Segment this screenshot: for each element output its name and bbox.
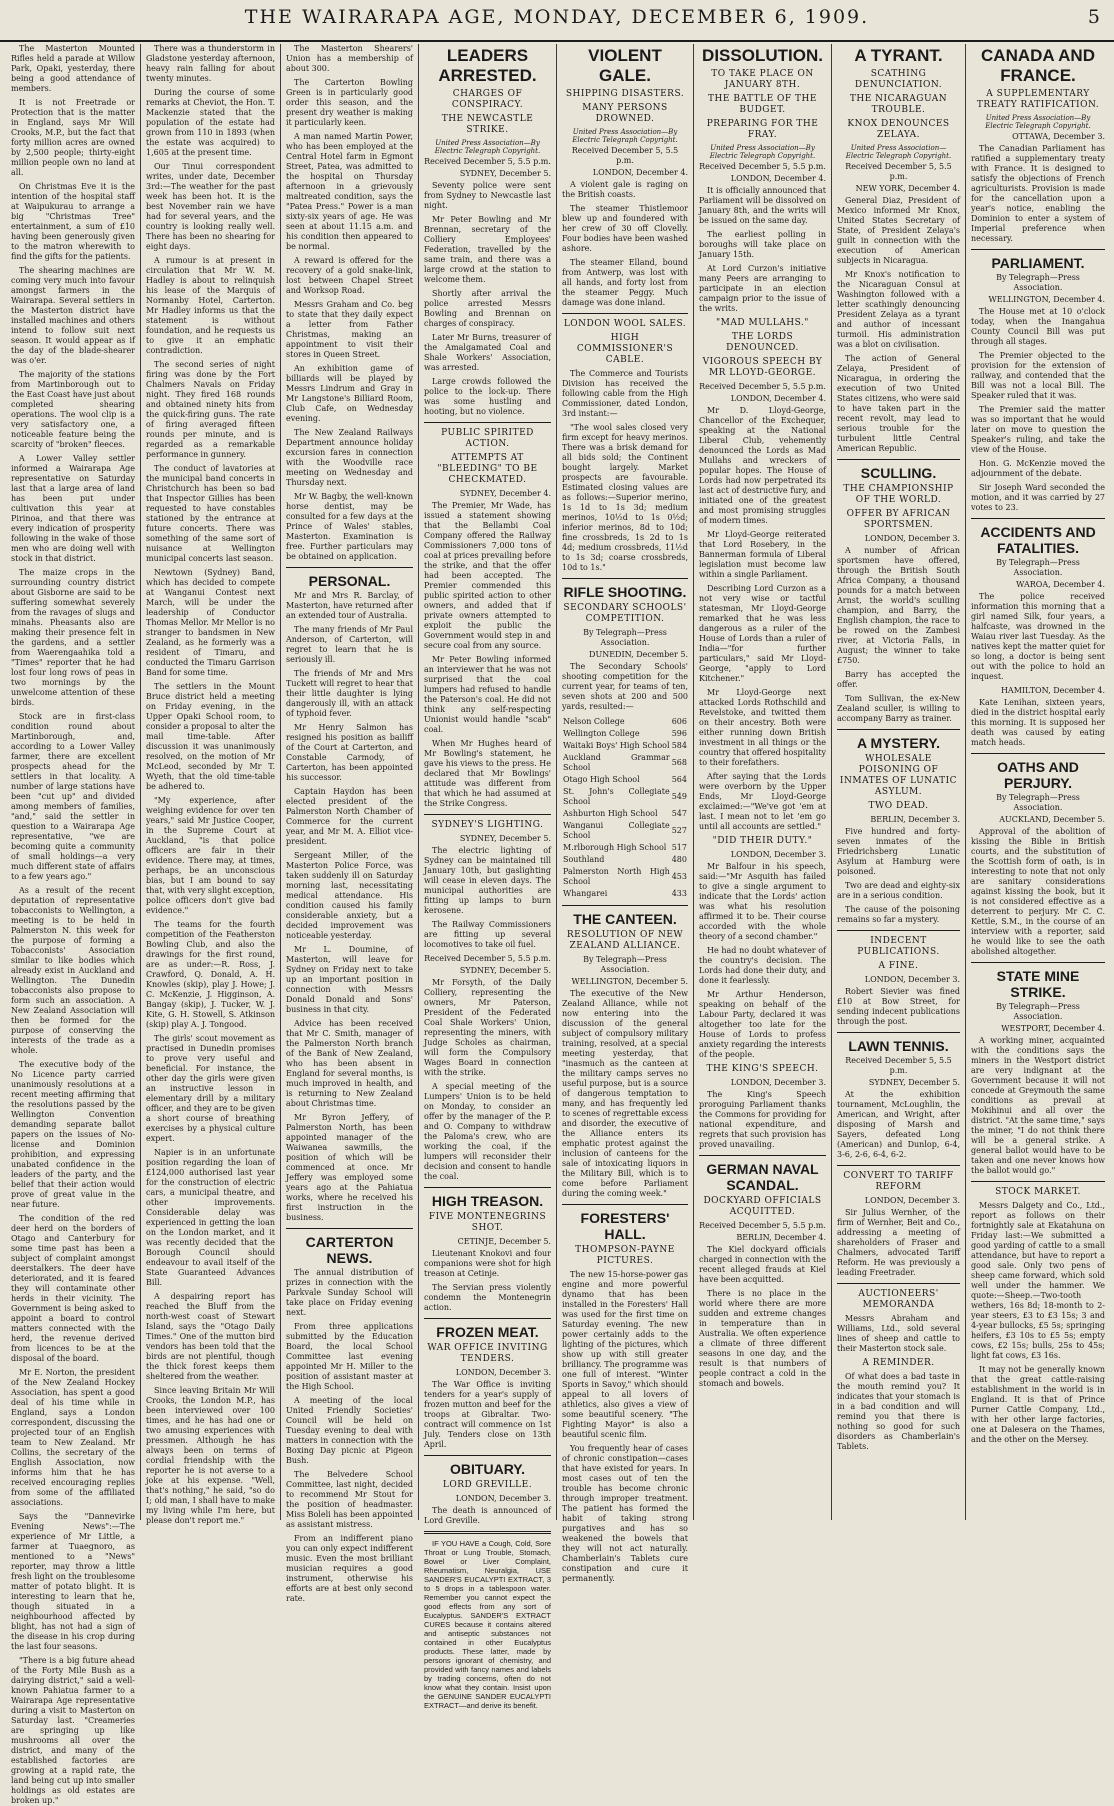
paragraph: You frequently hear of cases of chronic constipation—cases that have existed for years. In most cases out of ten the trouble has become chronic through improper treatment. The patient has formed the habit of taking strong purgatives and has so weakened the bowels that they will not act naturally. Chamberlain's Tablets cure constipation and cure it permanently. <box>562 1444 688 1583</box>
score: 564 <box>671 775 687 784</box>
school-name: St. John's Collegiate School <box>563 787 670 806</box>
advertisement: IF YOU HAVE a Cough, Cold, Sore Throat or Lung Trouble, Stomach, Bowel or Liver Complaint, Rheumatism, Neuralgia, USE SANDER'S EUCALYPTI EXTRACT, 3 to 5 drops in a tablespoon water. Remember you cannot expect the good effects from any sort of Eucalyptus. SANDER'S EXTRACT CURES because it contains altered and antiseptic substances not contained in other Eucalyptus products. These latter, made by persons ignorant of chemistry, and provided with fancy names and labels by trading concerns, often do not know what they contain. Insist upon the GENUINE SANDER EUCALYPTI EXTRACT—and derive its benefit. <box>424 1539 551 1710</box>
subheading: THE LORDS DENOUNCED. <box>726 332 799 353</box>
divider <box>971 753 1105 754</box>
divider <box>424 1187 551 1188</box>
dateline: BERLIN, December 3. <box>870 815 960 824</box>
paragraph: "The wool sales closed very firm except for heavy merinos. There was a brisk demand for all bids sold; the Continent bought largely. Market prospects are favourable. Estimated closing values are as follows:—Superior merino, 1s 1d to 1s 3d; medium merinos, 10½d to 1s 0½d; inferior merinos, 8d to 10d; fine crossbreds, 1s 2d to 1s 4d; medium crossbreds, 11½d to 1s 3d; coarse crossbreds, 10d to 1s." <box>562 423 688 572</box>
paragraph: There is no place in the world where there are more sudden and extreme changes in temperature than in Australia. We often experience a climate of three different seasons in one day, and the result is that numbers of people contract a cold in the stomach and bowels. <box>699 1289 826 1388</box>
subheading: THE NEWCASTLE STRIKE. <box>441 114 534 135</box>
section-heading-carterton: CARTERTON NEWS. <box>305 1234 394 1266</box>
page-number: 5 <box>1087 6 1100 28</box>
score: 527 <box>671 826 687 835</box>
subheading: THE CHAMPIONSHIP OF THE WORLD. <box>843 484 954 505</box>
subheading: WAR OFFICE INVITING TENDERS. <box>427 1343 548 1364</box>
received-line: Received December 5, 5.5 p.m. <box>699 1221 826 1230</box>
paragraph: Hon. G. McKenzie moved the adjournment of the debate. <box>971 459 1105 478</box>
paragraph: The Kiel dockyard officials charged in connection with the recent alleged frauds at Kiel have been acquitted. <box>699 1245 826 1284</box>
score: 596 <box>671 729 687 738</box>
paragraph: When Mr Hughes heard of Mr Bowling's statement, he gave his views to the press. He declared that Mr Bowlings' attitude was different from that which he had assumed at the Strike Congress. <box>424 739 551 808</box>
paragraph: Seventy police were sent from Sydney to Newcastle last night. <box>424 181 551 210</box>
paragraph: Messrs Graham and Co. beg to state that they daily expect a letter from Father Christmas, making an appointment to visit their stores in Queen Street. <box>286 300 413 359</box>
paragraph: The Carterton Bowling Green is in particularly good order this season, and the present dry weather is making it particularly keen. <box>286 78 413 127</box>
dateline: LONDON, December 3. <box>730 1078 826 1087</box>
agency-line: By Telegraph—Press Association. <box>996 273 1080 292</box>
paragraph: Large crowds followed the police to the lock-up. There was some hustling and hooting, but no violence. <box>424 377 551 416</box>
agency-line: By Telegraph—Press Association. <box>583 955 667 974</box>
received-line: Received December 5, 5.5 p.m. <box>571 146 679 165</box>
column-7 <box>831 44 965 1520</box>
subheading: "DID THEIR DUTY." <box>712 836 813 846</box>
dateline: HAMILTON, December 4. <box>1000 686 1105 695</box>
paragraph: Sir Joseph Ward seconded the motion, and it was carried by 27 votes to 23. <box>971 483 1105 512</box>
paragraph: Mr and Mrs R. Barclay, of Masterton, have returned after an extended tour of Australia. <box>286 591 413 620</box>
paragraph: It is not Freetrade or Protection that is the matter in England, says Mr Will Crooks, M.P., but the fact that forty million acres are owned by 2,500 people; thirty-eight million people own no land at all. <box>11 98 135 177</box>
paragraph: The Secondary Schools' shooting competition for the current year, for teams of ten, seven shots at 200 and 500 yards, resulted:— <box>562 662 688 711</box>
subheading: WHOLESALE POISONING OF INMATES OF LUNATIC ASYLUM. <box>839 754 958 797</box>
dateline: SYDNEY, December 5. <box>459 169 551 178</box>
divider <box>424 1455 551 1456</box>
received-line: Received December 5, 5.5 p.m. <box>845 162 952 181</box>
headline-foresters-hall: FORESTERS' HALL. <box>580 1210 670 1242</box>
subheading: SHIPPING DISASTERS. <box>565 89 685 99</box>
headline-german-naval-scandal: GERMAN NAVAL SCANDAL. <box>706 1161 819 1193</box>
copyright-line: United Press Association—Electric Telegraph Copyright. <box>845 144 952 160</box>
table-row <box>562 888 688 900</box>
paragraph: The Premier said the matter was so important that he would later on move to question the Speaker's ruling, and take the view of the House. <box>971 405 1105 454</box>
school-name: Waitaki Boys' High School <box>563 741 670 750</box>
headline-a-mystery: A MYSTERY. <box>857 735 940 751</box>
dateline: LONDON, December 3. <box>864 1196 960 1205</box>
headline-parliament: PARLIAMENT. <box>991 255 1085 271</box>
dateline: LONDON, December 4. <box>730 174 826 183</box>
paragraph: Mr Lloyd-George next attacked Lords Rothschild and Revelstoke, and twitted them on their ancestry. Both were either running down British investment in all things or the country that offered hospitality to their forefathers. <box>699 688 826 767</box>
score: 568 <box>671 758 687 767</box>
received-line: Received December 5, 5.5 p.m. <box>699 382 826 391</box>
divider <box>424 1318 551 1319</box>
dateline: LONDON, December 3. <box>864 534 960 543</box>
headline-lawn-tennis: LAWN TENNIS. <box>848 1038 949 1054</box>
paragraph: He had no doubt whatever of the country's decision. The Lords had done their duty, and done it fearlessly. <box>699 946 826 985</box>
dateline: DUNEDIN, December 5. <box>589 650 688 659</box>
score: 480 <box>671 855 687 864</box>
score: 453 <box>671 872 687 881</box>
paragraph: Sir Julius Wernher, of the firm of Wernher, Beit and Co., addressing a meeting of shareholders of Fraser and Chalmers, advocated Tariff Reform. He was previously a leading Freetrader. <box>837 1208 960 1277</box>
subheading: PREPARING FOR THE FRAY. <box>706 119 819 140</box>
headline-leaders-arrested: LEADERS ARRESTED. <box>438 46 537 85</box>
received-line: Received December 5, 5.5 p.m. <box>424 954 551 963</box>
paragraph: After saying that the Lords were overborn by the Upper Ends, Mr Lloyd-George exclaimed:—"We've got 'em at last. I mean not to let 'em go until all accounts are settled." <box>699 772 826 831</box>
headline-rifle-shooting: RIFLE SHOOTING. <box>563 584 687 600</box>
paragraph: As a result of the recent deputation of representative tobacconists to Wellington, a meeting is to be held in Palmerston N. this week for the purpose of forming a Tobacconists' Association similar to like bodies which already exist in Auckland and Wellington. The Dunedin tobacconists also propose to form such an association. A New Zealand Association will then be formed for the purpose of conserving the interests of the trade as a whole. <box>11 886 135 1055</box>
column-4 <box>418 44 556 1710</box>
paragraph: The many friends of Mr Paul Anderson, of Carterton, will regret to learn that he is seriously ill. <box>286 625 413 664</box>
score: 549 <box>671 792 687 801</box>
paragraph: There was a thunderstorm in Gladstone yesterday afternoon, heavy rain falling for about twenty minutes. <box>146 44 275 83</box>
paragraph: Captain Haydon has been elected president of the Palmerston North Chamber of Commerce for the current year, and Mr M. A. Elliot vice-president. <box>286 787 413 846</box>
school-name: Otago High School <box>563 775 640 784</box>
paragraph: Mr Arthur Henderson, speaking on behalf of the Labour Party, declared it was altogether too late for the House of Lords to profess anxiety regarding the interests of the people. <box>699 990 826 1059</box>
subheading: OFFER BY AFRICAN SPORTSMEN. <box>846 509 951 530</box>
subheading: THE BATTLE OF THE BUDGET. <box>708 94 817 115</box>
paragraph: The shearing machines are coming very much into favour amongst farmers in the Wairarapa. Several settlers in the Masterton district have installed machines and others intend to follow suit next season. It would appear as if the day of the blade-shearer was o'er. <box>11 266 135 365</box>
table-row <box>562 854 688 866</box>
headline-sculling: SCULLING. <box>860 465 937 481</box>
paragraph: Mr Peter Bowling and Mr Brennan, secretary of the Colliery Employees' Federation, travelled by the same train, and there was a large crowd at the station to welcome them. <box>424 215 551 284</box>
paragraph: From an indifferent piano you can only expect indifferent music. Even the most brilliant musician requires a good instrument, otherwise his efforts are at best only second rate. <box>286 1534 413 1603</box>
paragraph: The annual distribution of prizes in connection with the Parkvale Sunday School will take place on Friday evening next. <box>286 1268 413 1317</box>
paragraph: Mr Peter Bowling informed an interviewer that he was not surprised that the coal lumpers had refused to handle the Paterson's coal. He did not think any self-respecting Unionist would handle "scab" coal. <box>424 655 551 734</box>
school-name: Auckland Grammar School <box>563 753 670 772</box>
divider <box>562 578 688 579</box>
dateline: LONDON, December 4. <box>592 168 688 177</box>
subheading: RESOLUTION OF NEW ZEALAND ALLIANCE. <box>566 930 684 951</box>
divider <box>837 729 960 730</box>
divider <box>971 518 1105 519</box>
paragraph: Approval of the abolition of kissing the Bible in British courts, and the substitution of the Scottish form of oath, is in interesting to note that not only are sanitary considerations against kissing the book, but it is not considered effective as a deterrent to perjury. Mr C. C. Kettle, S.M., in the course of an interview with a reporter, said he would like to see the oath abolished altogether. <box>971 827 1105 956</box>
school-name: Palmerston North High School <box>563 867 670 886</box>
paragraph: Later Mr Burns, treasurer of the Amalgamated Coal and Shale Workers' Association, was arrested. <box>424 333 551 372</box>
paragraph: Mr Lloyd-George reiterated that Lord Rosebery, in the Bannerman formula of Liberal legislation must become law within a single Parliament. <box>699 530 826 579</box>
paragraph: Mr Henry Salmon has resigned his position as bailiff of the Court at Carterton, and Constable Carmody, of Carterton, has been appointed his successor. <box>286 723 413 782</box>
table-row <box>562 740 688 752</box>
paragraph: The steamer Elland, bound from Antwerp, was lost with all hands, and forty lost from the steamer Peggy. Much damage was done inland. <box>562 258 688 307</box>
column-1 <box>6 44 140 1805</box>
paragraph: The Masterton Mounted Rifles held a parade at Willow Park, Opaki, yesterday, there being a good attendance of members. <box>11 44 135 93</box>
score: 606 <box>671 717 687 726</box>
table-row <box>562 716 688 728</box>
subheading: THE KING'S SPEECH. <box>706 1064 819 1074</box>
dateline: LONDON, December 4. <box>730 394 826 403</box>
paragraph: Mr Balfour in his speech, said:—"Mr Asquith has failed to give a single argument to indicate that the Lords' action was what his resolution affirmed it to be. Their course accorded with the whole theory of a second chamber." <box>699 862 826 941</box>
dateline: AUCKLAND, December 5. <box>999 815 1105 824</box>
divider <box>971 962 1105 963</box>
subheading: TWO DEAD. <box>868 801 929 811</box>
paragraph: It may not be generally known that the great cattle-raising establishment in the world is in England. It is that of Prince Purner Cattle Company, Ltd., with her other large factories, one at Dalesera on the Thames, and the other on the Mersey. <box>971 1365 1105 1444</box>
paragraph: Lieutenant Knokovi and four companions were shot for high treason at Cetinje. <box>424 1249 551 1278</box>
paragraph: The Canadian Parliament has ratified a supplementary treaty with France. It is designed to satisfy the objections of French agriculturists. Provision is made for the cancellation upon a year's notice, enabling the Dominion to enter a system of Imperial preference when necessary. <box>971 144 1105 243</box>
paragraph: Tom Sullivan, the ex-New Zealand sculler, is willing to accompany Barry as trainer. <box>837 694 960 723</box>
divider <box>286 567 413 568</box>
paragraph: Messrs Abraham and Williams, Ltd., sold several lines of sheep and cattle to their Masterton stock sale. <box>837 1314 960 1353</box>
paragraph: "My experience, after weighing evidence for over ten years," said Mr Justice Cooper, in the Supreme Court at Auckland, "is that police officers are fair in their evidence. There may, at times, perhaps, be an unconscious bias, but I am bound to say that, with very slight exception, police officers don't give bad evidence." <box>146 796 276 915</box>
agency-line: By Telegraph—Press Association. <box>583 628 667 647</box>
paragraph: Mr D. Lloyd-George, Chancellor of the Exchequer, speaking at the National Liberal Club, vehemently denounced the Lords as Mad Mullahs and wreckers of popular hopes. The House of Lords had now perpetrated its last act of destructive fury, and initiated one of the greatest and most promising struggles of modern times. <box>699 406 826 525</box>
paragraph: The electric lighting of Sydney can be maintained till January 10th, but gaslighting will cease in eleven days. The municipal authorities are fitting up lamps to burn kerosene. <box>424 846 551 915</box>
divider <box>424 1531 551 1534</box>
paragraph: A special meeting of the Lumpers' Union is to be held on Monday, to consider an offer by the manager of the P. and O. Company to withdraw the Paloma's crew, who are working the coal, if the lumpers will reconsider their decision and consent to handle the coal. <box>424 1082 551 1181</box>
subheading: LONDON WOOL SALES. <box>563 319 687 329</box>
paragraph: Two are dead and eighty-six are in a serious condition. <box>837 881 960 900</box>
paragraph: The Railway Commissioners are fitting up several locomotives to take oil fuel. <box>424 920 551 949</box>
table-row <box>562 866 688 888</box>
headline-accidents-and-fatalities: ACCIDENTS AND FATALITIES. <box>980 524 1096 556</box>
paragraph: The Premier, Mr Wade, has issued a statement showing that the Bellambi Coal Company offered the Railway Commissioners 7,000 tons of coal at prices prevailing before the strike, and that the offer had been accepted. The Premier commended this public spirited action to other owners, and added that if private owners attempted to exploit the public the Government would step in and secure coal from any source. <box>424 501 551 650</box>
paragraph: Five hundred and forty-seven inmates of the Friedrichsberg Lunatic Asylum at Hamburg were poisoned. <box>837 827 960 876</box>
subheading: INDECENT PUBLICATIONS. <box>857 936 940 957</box>
paragraph: The teams for the fourth competition of the Featherston Bowling Club, and also the drawings for the first round, are as under:—R. Ross, J. Crawford, Q. Donald, A. H. Knowles (skip), play J. Howe; J. C. McKenzie, J. Higginson, A. Bangay (skip), J. Tucker, W. J. Kite, G. H. Stowell, S. Atkinson (skip) play A. J. Tongood. <box>146 920 275 1029</box>
divider <box>971 1181 1105 1182</box>
paragraph: The action of General Zelaya, President of Nicaragua, in ordering the execution of two United States citizens, who were said to have taken part in the recent revolt, may lead to serious trouble for the turbulent little Central American Republic. <box>837 354 960 453</box>
paragraph: The Premier objected to the provision for the extension of railway, and contended that the Bill was not a local Bill. The Speaker ruled that it was. <box>971 351 1105 400</box>
divider <box>562 1204 688 1205</box>
received-line: Received December 5, 5.5 p.m. <box>845 1056 952 1075</box>
school-name: Whangarei <box>563 889 608 898</box>
paragraph: At Lord Curzon's initiative many Peers are arranging to participate in an election campaign prior to the issue of the writs. <box>699 264 826 313</box>
column-2 <box>140 44 280 1525</box>
divider <box>837 1032 960 1033</box>
school-name: M.rlborough High School <box>563 843 667 852</box>
section-heading-personal: PERSONAL. <box>308 573 391 589</box>
headline-violent-gale: VIOLENT GALE. <box>588 46 662 85</box>
paragraph: A rumour is at present in circulation that Mr W. M. Hadley is about to relinquish his lease of the Marquis of Normanby Hotel, Carterton. Mr Hadley informs us that the statement is without foundation, and he requests us to give it an emphatic contradiction. <box>146 256 275 355</box>
divider <box>699 1155 826 1156</box>
subheading: PUBLIC SPIRITED ACTION. <box>441 428 534 449</box>
dateline: CETINJE, December 5. <box>457 1237 551 1246</box>
subheading: ATTEMPTS AT "BLEEDING" TO BE CHECKMATED. <box>437 453 538 485</box>
subheading: LORD GREVILLE. <box>442 1480 533 1490</box>
paragraph: The second series of night firing was done by the Fort Chalmers Navals on Friday night. They fired 168 rounds and obtained ninety hits from the quick-firing guns. The rate of firing averaged fifteen rounds per minute, and is regarded as a remarkable performance in gunnery. <box>146 360 275 459</box>
divider <box>562 313 688 314</box>
table-row <box>562 820 688 842</box>
paragraph: The majority of the stations from Martinborough out to the East Coast have just about completed shearing operations. The wool clip is a very satisfactory one, a noticeable feature being the scarcity of "broken" fleeces. <box>11 370 135 449</box>
copyright-line: United Press Association—By Electric Telegraph Copyright. <box>985 114 1091 130</box>
divider <box>837 1283 960 1284</box>
paragraph: The friends of Mr and Mrs Tuckett will regret to hear that their little daughter is lying dangerously ill, with an attack of typhoid fever. <box>286 669 413 718</box>
paragraph: A man named Martin Power, who has been employed at the Central Hotel farm in Egmont Street, Patea, was admitted to the hospital on Thursday afternoon in a grievously maltreated condition, says the "Patea Press." Power is a man sixty-six years of age. He was seen at about 11.15 a.m. and his condition then appeared to be normal. <box>286 132 413 251</box>
paragraph: The death is announced of Lord Greville. <box>424 1506 551 1525</box>
subheading: A SUPPLEMENTARY TREATY RATIFICATION. <box>976 89 1100 110</box>
subheading: STOCK MARKET. <box>995 1187 1081 1197</box>
school-name: Wellington College <box>563 729 640 738</box>
paragraph: The Belvedere School Committee, last night, decided to recommend Mr Stout for the position of headmaster. Miss Boleli has been appointed as assistant mistress. <box>286 1470 413 1529</box>
dateline: WESTPORT, December 4. <box>1001 1024 1105 1033</box>
paragraph: At the exhibition tournament, McLoughlin, the American, and Wright, after disposing of Marsh and Sayers, defeated Long (American) and Dunlop, 6-4, 3-6, 2-6, 6-4, 6-2. <box>837 1090 960 1159</box>
paragraph: The girls' scout movement as practised in Dunedin promises to prove very useful and beneficial. For instance, the other day the girls were given an instructive lesson in elementary drill by a military officer, and they are to be given a short course of breathing exercises by a physical culture expert. <box>146 1034 275 1143</box>
paragraph: The conduct of lavatories at the municipal band concerts in Christchurch has been so bad that Inspector Gillies has been requested to have constables stationed by the entrance at future concerts. There was something of the same sort of nuisance at Wellington municipal concerts last season. <box>146 464 275 563</box>
dateline: LONDON, December 3. <box>864 975 960 984</box>
headline-oaths-and-perjury: OATHS AND PERJURY. <box>997 759 1079 791</box>
subheading: DOCKYARD OFFICIALS ACQUITTED. <box>703 1196 822 1217</box>
subheading: SYDNEY'S LIGHTING. <box>431 820 544 830</box>
paragraph: Advice has been received that Mr C. Smith, manager of the Palmerston North branch of the Bank of New Zealand, who has been absent in England for several months, is much improved in health, and is returning to New Zealand about Christmas time. <box>286 1019 413 1108</box>
dateline: LONDON, December 3. <box>730 850 826 859</box>
column-6 <box>693 44 831 1520</box>
paragraph: The executive of the New Zealand Alliance, while not now entering into the discussion of the general subject of compulsory military training, resolved, at a special meeting yesterday, that "inasmuch as the canteen at the military camps serves no useful purpose, but is a source of dangerous temptation to many, and has frequently led to scenes of regrettable excess and disorder, the executive of the Alliance enters its emphatic protest against the inclusion of canteens for the sale of intoxicating liquors in the Military Bill, which is to come before Parliament during the coming week." <box>562 989 688 1198</box>
paragraph: Mr Byron Jeffery, of Palmerston North, has been appointed manager of the Waiwanea sawmills, the position of which will be commenced at once. Mr Jeffery was employed some years ago at the Pahiatua works, where he received his first instruction in the business. <box>286 1113 413 1222</box>
headline-state-mine-strike: STATE MINE STRIKE. <box>996 968 1080 1000</box>
paragraph: Mr L. Doumine, of Masterton, will leave for Sydney on Friday next to take up an important position in connection with Messrs Donald Donald and Sons' business in that city. <box>286 945 413 1014</box>
divider <box>286 1228 413 1229</box>
score: 584 <box>671 741 687 750</box>
paragraph: Describing Lord Curzon as a not very wise or tactful statesman, Mr Lloyd-George remarked that he was less dangerous as a ruler of the House of Lords than a ruler of India—"for further particulars," said Mr Lloyd-George, "apply to Lord Kitchener." <box>699 584 826 683</box>
headline-high-treason: HIGH TREASON. <box>431 1193 544 1209</box>
dateline: SYDNEY, December 5. <box>459 834 551 843</box>
masthead <box>0 0 1114 42</box>
paragraph: The condition of the red deer herd on the borders of Otago and Canterbury for some time past has been a subject of complaint amongst deerstalkers. The deer have deteriorated, and it is feared they will contaminate other herds in their vicinity. The Government is being asked to appoint a board to control matters connected with the herd, the revenue derived from licences to be at the disposal of the board. <box>11 1214 135 1363</box>
divider <box>424 814 551 815</box>
paragraph: "There is a big future ahead of the Forty Mile Bush as a dairying district," said a well-known Pahiatua farmer to a Wairarapa Age representative during a visit to Masterton on Saturday last. "Creameries are springing up like mushrooms all over the district, and many of the established factories are growing at a rapid rate, the land being cut up into smaller holdings as old estates are broken up." <box>11 1656 135 1805</box>
paragraph: During the course of some remarks at Cheviot, the Hon. T. Mackenzie stated that the population of the estate had grown from 110 in 1893 (when the estate was acquired) to 1,605 at the present time. <box>146 88 275 157</box>
subheading: KNOX DENOUNCES ZELAYA. <box>847 119 950 140</box>
copyright-line: United Press Association—By Electric Telegraph Copyright. <box>572 128 678 144</box>
agency-line: By Telegraph—Press Association. <box>996 793 1080 812</box>
dateline: SYDNEY, December 5. <box>868 1078 960 1087</box>
subheading: AUCTIONEERS' MEMORANDA <box>858 1289 939 1310</box>
subheading: TO TAKE PLACE ON JANUARY 8TH. <box>711 69 814 90</box>
paragraph: The New Zealand Railways Department announce holiday excursion fares in connection with the Woodville race meeting on Wednesday and Thursday next. <box>286 428 413 487</box>
received-line: Received December 5, 5.5 p.m. <box>424 157 551 166</box>
paragraph: Napier is in an unfortunate position regarding the loan of £124,000 authorised last year for the construction of electric cars, a municipal theatre, and other improvements. Considerable delay was experienced in getting the loan on the London market, and it was recently decided that the Borough Council should endeavour to avail itself of the State Guaranteed Advances Bill. <box>146 1148 275 1287</box>
column-8 <box>965 44 1110 1520</box>
agency-line: By Telegraph—Press Association. <box>996 1002 1080 1021</box>
paragraph: A despairing report has reached the Bluff from the north-west coast of Stewart Island, says the "Otago Daily Times." One of the mutton bird vendors has been told that the birds are not plentiful, though the thick forest keeps them sheltered from the weather. <box>146 1292 275 1381</box>
paragraph: A meeting of the local United Friendly Societies' Council will be held on Tuesday evening to deal with matters in connection with the Boxing Day picnic at Pigeon Bush. <box>286 1396 413 1465</box>
school-name: Ashburton High School <box>563 809 658 818</box>
paragraph: An exhibition game of billiards will be played by Messrs Lindrum and Gray in Mr Langstone's Billiard Room, Club Cafe, on Wednesday evening. <box>286 364 413 423</box>
masthead-title: THE WAIRARAPA AGE, MONDAY, DECEMBER 6, 1909. <box>244 6 870 28</box>
paragraph: Kate Lenihan, sixteen years, died in the district hospital early this morning. It is supposed her death was caused by eating match heads. <box>971 698 1105 747</box>
dateline: WAROA, December 4. <box>1016 580 1105 589</box>
paragraph: Robert Sievier was fined £10 at Bow Street, for sending indecent publications through the post. <box>837 987 960 1026</box>
subheading: VIGOROUS SPEECH BY MR LLOYD-GEORGE. <box>702 357 823 378</box>
dateline: LONDON, December 3. <box>455 1368 551 1377</box>
paragraph: A working miner, acquainted with the conditions says the miners in the Westport district are very indignant at the Government because it will not concede at Greymouth the same conditions as prevail at Mokihinui and all over the district. "At the same time," says the miner, "I do not think there will be a general strike. A general ballot would have to be taken and one never knows how the ballot would go." <box>971 1036 1105 1175</box>
divider <box>837 1165 960 1166</box>
dateline: SYDNEY, December 5. <box>459 966 551 975</box>
paragraph: On Christmas Eve it is the intention of the hospital staff at Waipukurau to arrange a big "Christmas Tree" entertainment, a sum of £10 having been generously given to the matron wherewith to find the gifts for the patients. <box>11 182 135 261</box>
table-row <box>562 786 688 808</box>
school-name: Nelson College <box>563 717 625 726</box>
table-row <box>562 774 688 786</box>
dateline: WELLINGTON, December 5. <box>571 977 688 986</box>
subheading: CHARGES OF CONSPIRACY. <box>451 89 524 110</box>
divider <box>837 930 960 931</box>
paragraph: From three applications submitted by the Education Board, the local School Committee last evening appointed Mr H. Miller to the position of assistant master at the High School. <box>286 1322 413 1391</box>
paragraph: Barry has accepted the offer. <box>837 670 960 689</box>
headline-obituary: OBITUARY. <box>450 1461 525 1477</box>
paragraph: The King's Speech proroguing Parliament thanks the Commons for providing for national expenditure, and regrets that such provision has proved unavailing. <box>699 1090 826 1149</box>
paragraph: The Commerce and Tourists Division has received the following cable from the High Commissioner, dated London, 3rd instant:— <box>562 369 688 418</box>
school-name: Wanganui Collegiate School <box>563 821 670 840</box>
subheading: SCATHING DENUNCIATION. <box>854 69 943 90</box>
paragraph: Messrs Dalgety and Co., Ltd., report as follows on their fortnightly sale at Ekatahuna on Friday last:—We submitted a good yarding of cattle to a small attendance, but have to report a good sale. Only two pens of sheep came forward, which sold well under the hammer. We quote:—Sheep.—Two-tooth wethers, 16s 8d; 18-month to 2-year steers, £3 to £3 15s; 3 and 4-year bullocks, £5 5s; springing heifers, £3 10s to £5 5s; empty cows, £2 15s; bulls, 25s to 45s; light fat cows, £3 16s. <box>971 1201 1105 1360</box>
paragraph: A violent gale is raging on the British coasts. <box>562 180 688 199</box>
paragraph: Says the "Dannevirke Evening News":—The experience of Mr Little, a farmer at Tuaegnoro, as mentioned to a "News" reporter, may throw a little fresh light on the troublesome matter of potato blight. It is interesting to learn that he, though situated in a neighbourhood affected by blight, has not had a sign of the disease in his crop during the last four seasons. <box>11 1512 135 1651</box>
table-row <box>562 728 688 740</box>
dateline: WELLINGTON, December 4. <box>988 295 1105 304</box>
headline-dissolution: DISSOLUTION. <box>702 46 823 65</box>
score: 433 <box>671 889 687 898</box>
paragraph: The cause of the poisoning remains so far a mystery. <box>837 905 960 924</box>
dateline: LONDON, December 3. <box>455 1494 551 1503</box>
paragraph: Mr W. Bagby, the well-known horse dentist, may be consulted for a few days at the Prince of Wales' stables, Masterton. Examination is free. Further particulars may be obtained on application. <box>286 492 413 561</box>
paragraph: Mr Knox's notification to the Nicaraguan Consul at Washington followed with a letter scathingly denouncing President Zelaya as a tyrant and author of incessant turmoil. His administration was a blot on civilisation. <box>837 270 960 349</box>
score: 517 <box>671 843 687 852</box>
table-row <box>562 842 688 854</box>
paragraph: The Servian press violently condemn the Montenegrin action. <box>424 1283 551 1312</box>
divider <box>971 249 1105 250</box>
subheading: MANY PERSONS DROWNED. <box>582 103 668 124</box>
paragraph: Of what does a bad taste in the mouth remind you? It indicates that your stomach is in a bad condition and will remind you that there is nothing so good for such disorders as Chamberlain's Tablets. <box>837 1372 960 1451</box>
paragraph: General Diaz, President of Mexico informed Mr Knox, United States Secretary of State, of President Zelaya's guilt in connection with the execution of American subjects in Nicaragua. <box>837 196 960 265</box>
subheading: "MAD MULLAHS." <box>716 318 809 328</box>
headline-canada-and-france: CANADA AND FRANCE. <box>981 46 1095 85</box>
paragraph: The steamer Thistlemoor blew up and foundered with her crew of 30 off Clovelly. Four bodies have been washed ashore. <box>562 204 688 253</box>
copyright-line: United Press Association—By Electric Telegraph Copyright. <box>434 139 541 155</box>
paragraph: A reward is offered for the recovery of a gold snake-link, lost between Chapel Street and Worksop Road. <box>286 256 413 295</box>
dateline: SYDNEY, December 4. <box>459 489 551 498</box>
paragraph: Since leaving Britain Mr Will Crooks, the London M.P., has been interviewed over 100 times, and he has had one or two amusing experiences with pressmen. Although he has always been on terms of cordial friendship with the reporter he is not averse to a joke at his expense. "Well, that's nothing," he said, "so do I; old man, I shall have to make my living while I'm here, but please don't report me." <box>146 1386 275 1525</box>
subheading: HIGH COMMISSIONER'S CABLE. <box>576 333 674 365</box>
column-5 <box>556 44 693 1583</box>
subheading: CONVERT TO TARIFF REFORM <box>843 1171 954 1192</box>
column-3 <box>280 44 418 1603</box>
paragraph: Newtown (Sydney) Band, which has decided to compete at Wanganui Contest next March, will be under the leadership of Conductor Thomas Mellor. Mr Mellor is no stranger to bandsmen in New Zealand, as he formerly was a resident of Timaru, and conducted the Timaru Garrison Band for some time. <box>146 568 275 677</box>
paragraph: Mr Forsyth, of the Daily Colliery, representing the owners, Mr Paterson, President of the Federated Coal Shale Workers' Union, representing the miners, with Judge Scholes as chairman, will form the Compulsory Wages Board in connection with the strike. <box>424 978 551 1077</box>
paragraph: The maize crops in the surrounding country district about Gisborne are said to be suffering somewhat severely from the ravages of slugs and minahs. Pheasants also are making their presence felt in the gardens, and a settler from Waerengaahika told a "Times" reporter that he had lost four long rows of peas in two mornings by the unwelcome attention of these birds. <box>11 568 135 707</box>
copyright-line: United Press Association—By Electric Telegraph Copyright. <box>709 144 816 160</box>
paragraph: The earliest polling in boroughs will take place on January 15th. <box>699 230 826 259</box>
divider <box>562 905 688 906</box>
paragraph: Sergeant Miller, of the Masterton Police Force, was taken suddenly ill on Saturday morning last, necessitating medical attendance. His condition caused his family considerable anxiety, but a decided improvement was noticeable yesterday. <box>286 851 413 940</box>
paragraph: The War Office is inviting tenders for a year's supply of frozen mutton and beef for the troops at Gibraltar. Two-contract will commence on 1st July. Tenders close on 13th April. <box>424 1380 551 1449</box>
paragraph: The executive body of the No Licence party carried unanimously resolutions at a recent meeting affirming that the resolutions passed by the Wellington Convention demanding separate ballot papers on the issues of No-license and Dominion prohibition, and expressing unabated confidence in the leaders of the party, and the belief that their action would prove of great value in the near future. <box>11 1060 135 1209</box>
table-row <box>562 808 688 820</box>
scores-table <box>562 716 688 900</box>
table-row <box>562 752 688 774</box>
paragraph: The House met at 10 o'clock today, when the Inangahua County Council Bill was put through all stages. <box>971 307 1105 346</box>
subheading: A REMINDER. <box>862 1358 935 1368</box>
divider <box>424 422 551 423</box>
paragraph: The police received information this morning that a girl named Silk, four years, a halfcaste, was drowned in the Waiau river last Tuesday. As the natives kept the matter quiet for so long, a doctor is being sent out with the police to hold an inquest. <box>971 592 1105 681</box>
subheading: A FINE. <box>878 961 919 971</box>
divider <box>837 459 960 460</box>
dateline: OTTAWA, December 3. <box>1012 132 1105 141</box>
received-line: Received December 5, 5.5 p.m. <box>699 162 826 171</box>
subheading: THE NICARAGUAN TROUBLE. <box>849 94 948 115</box>
subheading: FIVE MONTENEGRINS SHOT. <box>428 1212 547 1233</box>
paragraph: The new 15-horse-power gas engine and more powerful dynamo that has been installed in the Foresters' Hall was used for the first time on Saturday evening. The new power certainly adds to the lighting of the pictures, which show up with still greater brilliancy. The programme was one full of interest. "Winter Sports in Savoy," which should appeal to all lovers of athletics, also gives a view of some beautiful scenery. "The Fighting Mayor" is also a beautiful scenic film. <box>562 1270 688 1439</box>
paragraph: Shortly after arrival the police arrested Messrs Bowling and Brennan on charges of conspiracy. <box>424 289 551 328</box>
subheading: SECONDARY SCHOOLS' COMPETITION. <box>563 603 687 624</box>
paragraph: The settlers in the Mount Bruce district held a meeting on Friday evening, in the Upper Opaki School room, to consider a proposal to alter the mail time-table. After discussion it was unanimously resolved, on the motion of Mr McLeod, seconded by Mr T. Wyeth, that the old time-table be adhered to. <box>146 682 275 791</box>
headline-the-canteen: THE CANTEEN. <box>573 911 677 927</box>
paragraph: Our Tinui correspondent writes, under date, December 3rd:—The weather for the past week has been hot. It is the best November rain we have had for several years, and the country is looking really well. There has been no shearing for eight days. <box>146 162 275 251</box>
school-name: Southland <box>563 855 605 864</box>
paragraph: Stock are in first-class condition round about Martinborough, and, according to a Lower Valley farmer, there are excellent prospects ahead for the settlers in that locality. A number of large stations have been "cut up" and divided among members of families, "and," said the settler in question to a Wairarapa Age representative, "we are becoming quite a community of small holdings—a very much different state of affairs to a few years ago." <box>11 712 135 881</box>
paragraph: The Masterton Shearers' Union has a membership of about 300. <box>286 44 413 73</box>
score: 547 <box>671 809 687 818</box>
paragraph: It is officially announced that Parliament will be dissolved on January 8th, and the writs will be issued on the same day. <box>699 186 826 225</box>
dateline: BERLIN, December 4. <box>736 1233 826 1242</box>
headline-frozen-meat: FROZEN MEAT. <box>436 1324 539 1340</box>
dateline: NEW YORK, December 4. <box>855 184 960 193</box>
paragraph: A number of African sportsmen have offered, through the British South Africa Company, a thousand pounds for a match between Arnst, the world's sculling champion, and Barry, the English champion, the race to be rowed on the Zambesi river, at Victoria Falls, in August; the winner to take £750. <box>837 546 960 665</box>
agency-line: By Telegraph—Press Association. <box>996 558 1080 577</box>
paragraph: Mr E. Norton, the president of the New Zealand Hockey Association, has spent a good deal of his time while in England, says a London correspondent, discussing the projected tour of an English team to New Zealand. Mr Collins, the secretary of the English Association, now informs him that he has received encouraging replies from some of the affiliated associations. <box>11 1368 135 1507</box>
headline-a-tyrant: A TYRANT. <box>854 46 943 65</box>
subheading: THOMPSON-PAYNE PICTURES. <box>575 1245 675 1266</box>
paragraph: A Lower Valley settler informed a Wairarapa Age representative on Saturday last that a large area of land has been put under cultivation this year at Pirinoa, and that there was every indication of prosperity following in the wake of those men who are doing well with stock in that district. <box>11 454 135 563</box>
